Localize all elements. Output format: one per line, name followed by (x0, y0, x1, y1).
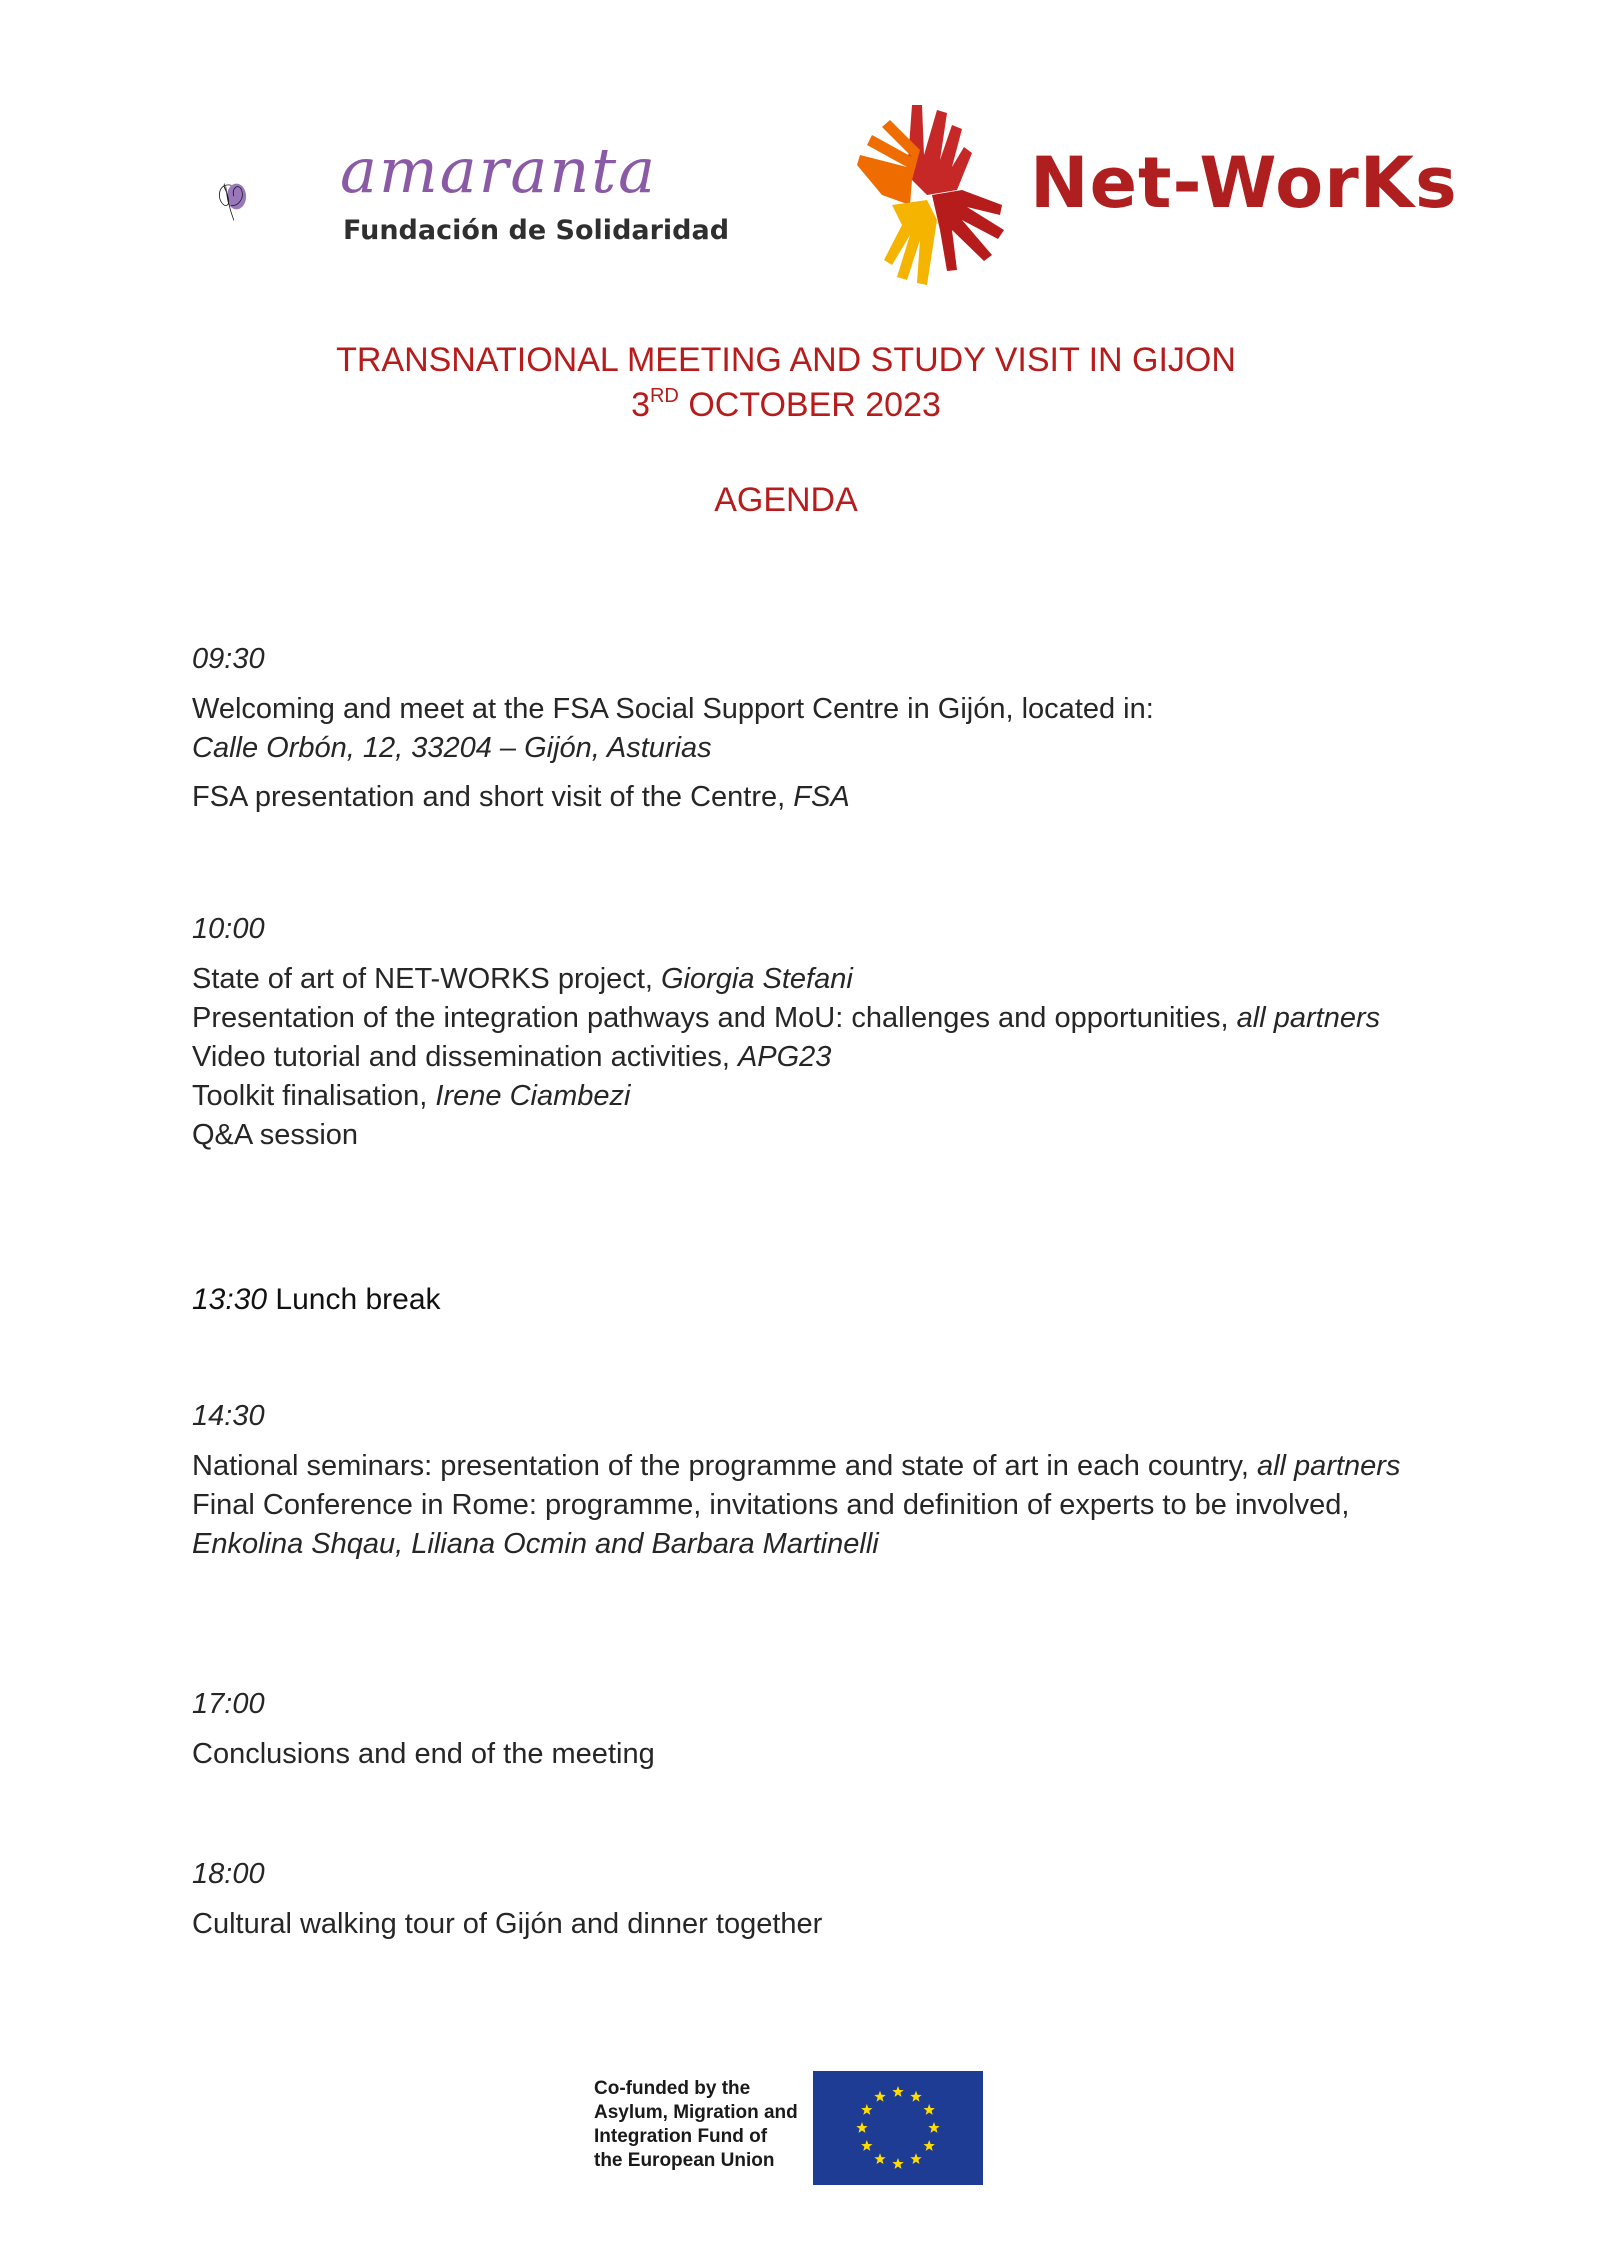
agenda-slot-1800 (192, 1855, 1412, 1944)
meeting-date (0, 385, 1572, 424)
funding-statement (594, 2077, 824, 2173)
funding-line: the European Union (594, 2150, 775, 2171)
agenda-slot-1430 (192, 1397, 1412, 1564)
meeting-title: TRANSNATIONAL MEETING AND STUDY VISIT IN GIJON (336, 341, 1236, 379)
item-text: Video tutorial and dissemination activities, (192, 1041, 738, 1073)
slot-item: Welcoming and meet at the FSA Social Support Centre in Gijón, located in: (192, 693, 1154, 725)
slot-item (192, 1038, 1412, 1077)
agenda-slot-lunch (192, 1280, 1412, 1319)
item-text: Final Conference in Rome: programme, invitations and definition of experts to be involved, (192, 1489, 1350, 1521)
agenda-heading: AGENDA (714, 481, 858, 519)
item-text: FSA presentation and short visit of the Centre, (192, 781, 794, 813)
slot-item (192, 1447, 1412, 1486)
slot-time: 10:00 (192, 913, 265, 945)
date-ordinal-suffix: RD (649, 385, 679, 407)
slot-time: 09:30 (192, 643, 265, 675)
agenda-slot-1700 (192, 1685, 1412, 1774)
slot-item: Conclusions and end of the meeting (192, 1738, 655, 1770)
slot-time: 17:00 (192, 1688, 265, 1720)
date-month-year: OCTOBER 2023 (678, 386, 941, 424)
slot-item (192, 960, 1412, 999)
amaranta-subtitle: Fundación de Solidaridad (343, 215, 730, 246)
slot-item (192, 1486, 1412, 1564)
agenda-slot-1000 (192, 910, 1412, 1155)
yellow-hand-bottom (884, 200, 937, 285)
item-presenter: Giorgia Stefani (660, 963, 853, 995)
purple-leaf-shape (227, 184, 246, 210)
slot-time: 18:00 (192, 1858, 265, 1890)
item-text: State of art of NET-WORKS project, (192, 963, 661, 995)
item-presenter: Enkolina Shqau, Liliana Ocmin and Barbara Martinelli (192, 1528, 879, 1560)
item-presenter: APG23 (737, 1041, 832, 1073)
address-text: Calle Orbón, 12, 33204 – Gijón, Asturias (192, 732, 712, 764)
slot-item: Cultural walking tour of Gijón and dinner together (192, 1908, 823, 1940)
item-presenter: all partners (1236, 1002, 1381, 1034)
item-text: Presentation of the integration pathways and MoU: challenges and opportunities, (192, 1002, 1237, 1034)
funding-line: Integration Fund of (594, 2126, 768, 2147)
venue-address (192, 729, 1412, 768)
slot-item: Q&A session (192, 1119, 359, 1151)
item-presenter: all partners (1256, 1450, 1401, 1482)
slot-time: 13:30 (192, 1283, 268, 1316)
funding-line: Asylum, Migration and (594, 2102, 798, 2123)
item-text: Toolkit finalisation, (192, 1080, 436, 1112)
slot-item (192, 778, 1412, 817)
slot-item (192, 1077, 1412, 1116)
amaranta-logo-mark (215, 125, 345, 275)
eu-flag-icon (813, 2071, 983, 2185)
dark-red-hand-right (932, 190, 1004, 271)
agenda-slot-0930 (192, 640, 1412, 817)
item-text: National seminars: presentation of the programme and state of art in each country, (192, 1450, 1257, 1482)
lunch-label: Lunch break (267, 1283, 441, 1316)
networks-wordmark: Net-WorKs (1030, 142, 1458, 224)
amaranta-wordmark: amaranta (340, 134, 658, 207)
networks-hands-icon (852, 95, 1012, 295)
item-presenter: FSA (793, 781, 850, 813)
funding-line: Co-funded by the (594, 2078, 751, 2099)
item-presenter: Irene Ciambezi (435, 1080, 631, 1112)
slot-item (192, 999, 1412, 1038)
date-day: 3 (631, 386, 650, 424)
slot-time: 14:30 (192, 1400, 265, 1432)
